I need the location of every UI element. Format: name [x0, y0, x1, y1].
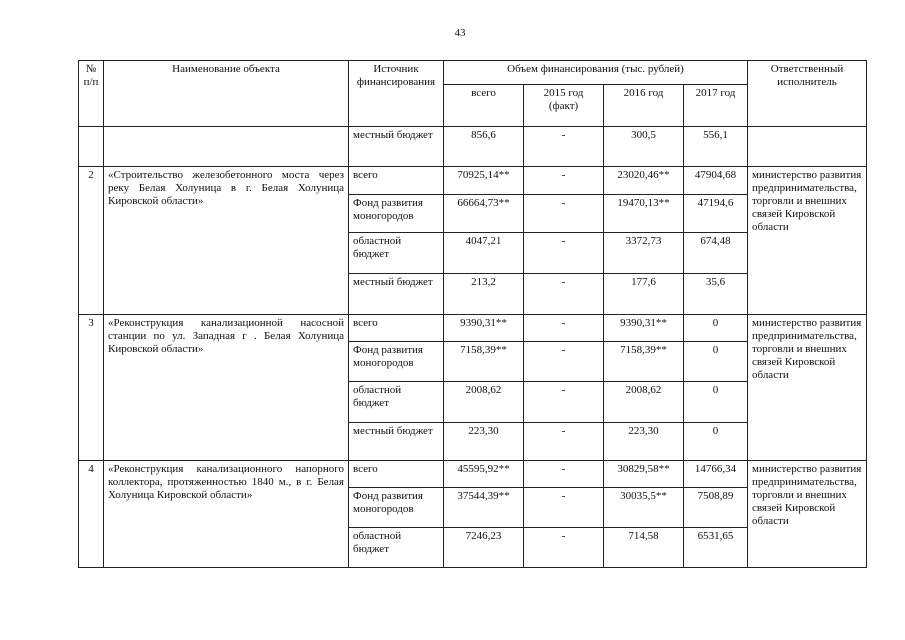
- total-cell: 45595,92**: [444, 461, 524, 488]
- y2015-cell: -: [524, 423, 604, 461]
- header-volume: Объем финансирования (тыс. рублей): [444, 61, 748, 85]
- y2016-cell: 30829,58**: [604, 461, 684, 488]
- responsible-cell: министерство развития предпринимательства, торговли и внешних связей Кировской области: [748, 461, 867, 568]
- y2016-cell: 223,30: [604, 423, 684, 461]
- object-name: «Строительство железобетонного моста через реку Белая Холуница в г. Белая Холуница Кировской области»: [104, 167, 349, 315]
- y2017-cell: 674,48: [684, 233, 748, 274]
- header-2017: 2017 год: [684, 85, 748, 127]
- y2015-cell: -: [524, 195, 604, 233]
- y2017-cell: 0: [684, 315, 748, 342]
- y2015-cell: -: [524, 274, 604, 315]
- y2015-cell: -: [524, 315, 604, 342]
- y2016-cell: 300,5: [604, 127, 684, 167]
- y2016-cell: 714,58: [604, 528, 684, 568]
- y2016-cell: 30035,5**: [604, 488, 684, 528]
- y2015-cell: -: [524, 382, 604, 423]
- y2017-cell: 0: [684, 342, 748, 382]
- y2017-cell: 35,6: [684, 274, 748, 315]
- y2017-cell: 6531,65: [684, 528, 748, 568]
- header-responsible: Ответственный исполнитель: [748, 61, 867, 127]
- object-name: «Реконструкция канализационного напорного коллектора, протяженностью 1840 м., в г. Белая Холуница Кировской области»: [104, 461, 349, 568]
- y2017-cell: 0: [684, 382, 748, 423]
- total-cell: 223,30: [444, 423, 524, 461]
- source-cell: Фонд развития моногородов: [349, 488, 444, 528]
- y2015-cell: -: [524, 528, 604, 568]
- header-name: Наименование объекта: [104, 61, 349, 127]
- y2015-cell: -: [524, 488, 604, 528]
- y2015-cell: -: [524, 461, 604, 488]
- y2016-cell: 3372,73: [604, 233, 684, 274]
- source-cell: местный бюджет: [349, 423, 444, 461]
- source-cell: местный бюджет: [349, 274, 444, 315]
- num-cell: [79, 127, 104, 167]
- y2015-cell: -: [524, 167, 604, 195]
- y2016-cell: 9390,31**: [604, 315, 684, 342]
- header-total: всего: [444, 85, 524, 127]
- source-cell: Фонд развития моногородов: [349, 342, 444, 382]
- source-cell: Фонд развития моногородов: [349, 195, 444, 233]
- y2015-cell: -: [524, 233, 604, 274]
- source-cell: областной бюджет: [349, 382, 444, 423]
- source-cell: областной бюджет: [349, 528, 444, 568]
- table-row: [79, 461, 867, 488]
- header-source: Источник финансирования: [349, 61, 444, 127]
- total-cell: 2008,62: [444, 382, 524, 423]
- source-cell: всего: [349, 461, 444, 488]
- table-row: [79, 127, 867, 167]
- y2016-cell: 177,6: [604, 274, 684, 315]
- total-cell: 37544,39**: [444, 488, 524, 528]
- total-cell: 66664,73**: [444, 195, 524, 233]
- y2017-cell: 7508,89: [684, 488, 748, 528]
- total-cell: 7158,39**: [444, 342, 524, 382]
- source-cell: местный бюджет: [349, 127, 444, 167]
- financing-table: [78, 60, 867, 568]
- y2017-cell: 14766,34: [684, 461, 748, 488]
- responsible-cell: министерство развития предпринимательства, торговли и внешних связей Кировской области: [748, 315, 867, 461]
- table-row: [79, 167, 867, 195]
- y2015-cell: -: [524, 342, 604, 382]
- responsible-cell: [748, 127, 867, 167]
- source-cell: всего: [349, 167, 444, 195]
- total-cell: 70925,14**: [444, 167, 524, 195]
- y2017-cell: 556,1: [684, 127, 748, 167]
- header-2015: 2015 год (факт): [524, 85, 604, 127]
- source-cell: областной бюджет: [349, 233, 444, 274]
- y2016-cell: 2008,62: [604, 382, 684, 423]
- total-cell: 7246,23: [444, 528, 524, 568]
- total-cell: 213,2: [444, 274, 524, 315]
- y2017-cell: 0: [684, 423, 748, 461]
- total-cell: 9390,31**: [444, 315, 524, 342]
- y2016-cell: 23020,46**: [604, 167, 684, 195]
- source-cell: всего: [349, 315, 444, 342]
- header-num: № п/п: [79, 61, 104, 127]
- object-number: 3: [79, 315, 104, 461]
- object-number: 4: [79, 461, 104, 568]
- header-2016: 2016 год: [604, 85, 684, 127]
- total-cell: 856,6: [444, 127, 524, 167]
- y2016-cell: 7158,39**: [604, 342, 684, 382]
- y2015-cell: -: [524, 127, 604, 167]
- name-cell: [104, 127, 349, 167]
- total-cell: 4047,21: [444, 233, 524, 274]
- y2017-cell: 47194,6: [684, 195, 748, 233]
- y2017-cell: 47904,68: [684, 167, 748, 195]
- responsible-cell: министерство развития предпринимательства, торговли и внешних связей Кировской области: [748, 167, 867, 315]
- page-number: 43: [454, 27, 466, 39]
- object-name: «Реконструкция канализационной насосной станции по ул. Западная г . Белая Холуница Кировской области»: [104, 315, 349, 461]
- object-number: 2: [79, 167, 104, 315]
- table-row: [79, 315, 867, 342]
- y2016-cell: 19470,13**: [604, 195, 684, 233]
